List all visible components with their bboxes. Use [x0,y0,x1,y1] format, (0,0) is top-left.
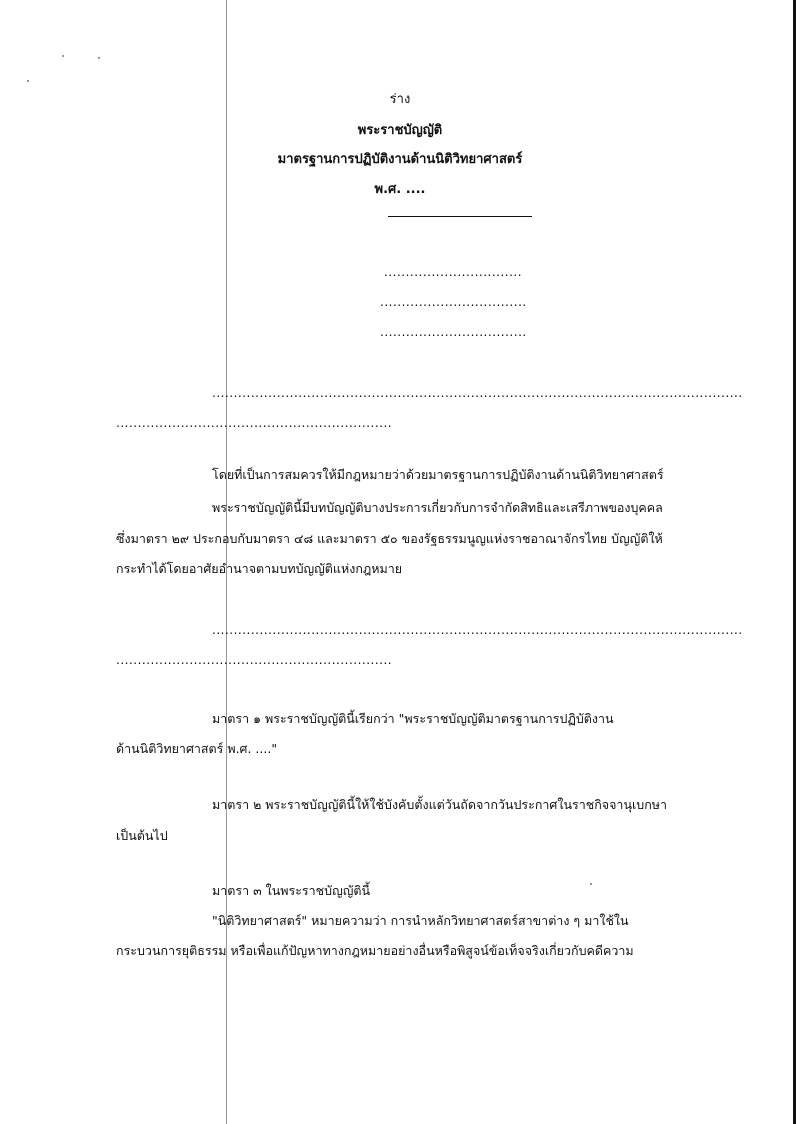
placeholder-dots: ........................................................................................................................... [212,386,743,400]
preamble-line: โดยที่เป็นการสมควรให้มีกฎหมายว่าด้วยมาตรฐานการปฏิบัติงานด้านนิติวิทยาศาสตร์ [212,467,664,482]
scan-speck [590,883,592,885]
scan-speck [62,55,64,57]
scan-speck [98,57,100,59]
placeholder-dots: ................................ [384,265,523,279]
title-underline [388,216,532,217]
section-2-line: เป็นต้นไป [116,828,168,843]
draft-label: ร่าง [389,92,411,107]
placeholder-dots: ................................................................ [116,653,393,667]
preamble-line: กระทำได้โดยอาศัยอำนาจตามบทบัญญัติแห่งกฎหมาย [116,561,403,576]
act-label: พระราชบัญญัติ [357,123,443,138]
placeholder-dots: ................................................................ [116,416,393,430]
act-year: พ.ศ. .... [374,182,426,197]
placeholder-dots: .................................. [380,325,527,339]
section-3-line: มาตรา ๓ ในพระราชบัญญัตินี้ [212,883,371,898]
scan-speck [27,80,29,82]
section-1-line: มาตรา ๑ พระราชบัญญัตินี้เรียกว่า "พระราชบัญญัติมาตรฐานการปฏิบัติงาน [212,711,614,726]
preamble-line: พระราชบัญญัตินี้มีบทบัญญัติบางประการเกี่ยวกับการจำกัดสิทธิและเสรีภาพของบุคคล [212,500,663,515]
section-3-line: "นิติวิทยาศาสตร์" หมายความว่า การนำหลักวิทยาศาสตร์สาขาต่าง ๆ มาใช้ใน [212,913,629,928]
placeholder-dots: ........................................................................................................................... [212,623,743,637]
section-3-line: กระบวนการยุติธรรม หรือเพื่อแก้ปัญหาทางกฎหมายอย่างอื่นหรือพิสูจน์ข้อเท็จจริงเกี่ยวกับคดีความ [116,943,634,958]
act-title: มาตรฐานการปฏิบัติงานด้านนิติวิทยาศาสตร์ [277,152,523,167]
placeholder-dots: .................................. [380,295,527,309]
preamble-line: ซึ่งมาตรา ๒๙ ประกอบกับมาตรา ๔๘ และมาตรา ๕๐ ของรัฐธรรมนูญแห่งราชอาณาจักรไทย บัญญัติให้ [116,531,663,546]
section-1-line: ด้านนิติวิทยาศาสตร์ พ.ศ. ...." [116,741,278,756]
section-2-line: มาตรา ๒ พระราชบัญญัตินี้ให้ใช้บังคับตั้งแต่วันถัดจากวันประกาศในราชกิจจานุเบกษา [212,797,668,812]
